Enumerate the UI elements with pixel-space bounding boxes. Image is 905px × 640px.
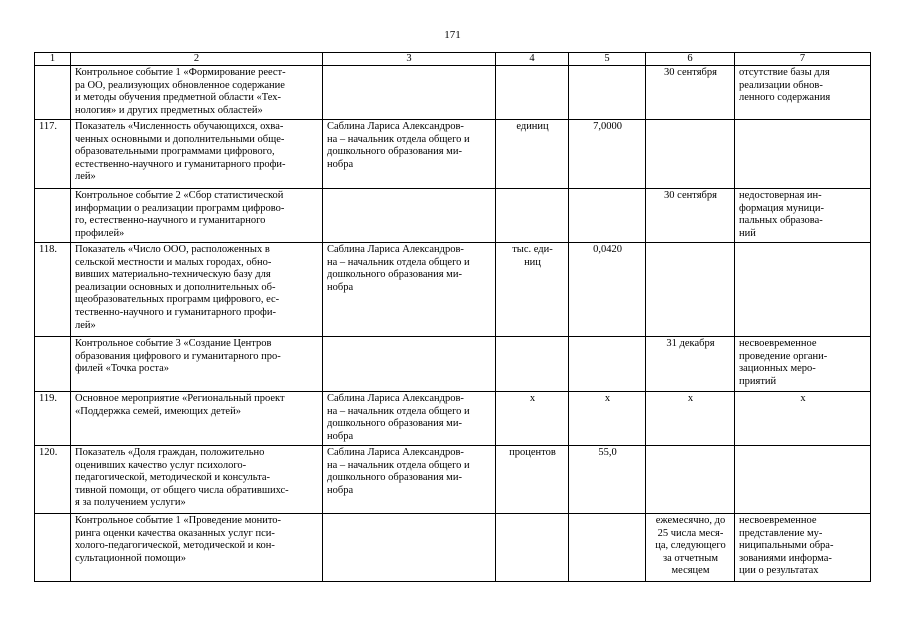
column-header: 7 xyxy=(735,53,871,66)
value-cell xyxy=(569,392,646,446)
text-line: 25 числа меся- xyxy=(657,527,724,539)
responsible-cell xyxy=(323,392,496,446)
text-line: ра ОО, реализующих обновленное содержание xyxy=(75,79,285,91)
risk-cell xyxy=(735,66,871,120)
unit-cell xyxy=(496,446,569,514)
column-header: 4 xyxy=(496,53,569,66)
text-line: сельской местности и малых городах, обно- xyxy=(75,256,272,268)
text-line: ниципальными обра- xyxy=(739,540,834,552)
text-line: лей» xyxy=(75,171,96,183)
risk-cell xyxy=(735,189,871,243)
value-cell xyxy=(569,337,646,392)
responsible-cell xyxy=(323,337,496,392)
text-line: Показатель «Число ООО, расположенных в xyxy=(75,244,270,255)
text-line: холого-педагогической, методической и кон- xyxy=(75,540,275,552)
text-line: Контрольное событие 2 «Сбор статистической xyxy=(75,190,284,201)
description-cell xyxy=(71,514,323,582)
deadline-cell xyxy=(646,66,735,120)
column-number-header-row xyxy=(35,53,871,66)
value-cell xyxy=(569,446,646,514)
text-line: приятий xyxy=(739,375,777,387)
text-line: зованиями информа- xyxy=(739,552,832,564)
text-line: несвоевременное xyxy=(739,515,817,526)
text-line: 7,0000 xyxy=(593,121,622,132)
responsible-cell xyxy=(323,446,496,514)
unit-cell xyxy=(496,120,569,189)
risk-cell xyxy=(735,446,871,514)
description-cell xyxy=(71,66,323,120)
text-line: 0,0420 xyxy=(593,244,622,255)
description-cell xyxy=(71,120,323,189)
text-line: сультационной помощи» xyxy=(75,552,187,564)
deadline-cell xyxy=(646,120,735,189)
table-row xyxy=(35,514,871,582)
deadline-cell xyxy=(646,446,735,514)
page-number: 171 xyxy=(444,29,461,41)
text-line: реализации обнов- xyxy=(739,79,823,91)
row-number-cell xyxy=(35,66,71,120)
table-row xyxy=(35,392,871,446)
text-line: педагогической, методической и консульта- xyxy=(75,472,270,484)
text-line: вивших материально-техническую базу для xyxy=(75,269,271,281)
text-line: Саблина Лариса Александров- xyxy=(327,244,464,255)
risk-cell xyxy=(735,243,871,337)
description-cell xyxy=(71,243,323,337)
risk-cell xyxy=(735,337,871,392)
text-line: тыс. еди- xyxy=(512,244,553,255)
text-line: дошкольного образования ми- xyxy=(327,472,462,484)
deadline-cell xyxy=(646,337,735,392)
text-line: за отчетным xyxy=(663,552,718,564)
responsible-cell xyxy=(323,120,496,189)
value-cell xyxy=(569,120,646,189)
text-line: ции о результатах xyxy=(739,565,819,577)
text-line: проведение органи- xyxy=(739,350,828,362)
text-line: ченных основными и дополнительными обще- xyxy=(75,133,285,145)
text-line: образовательными программами цифрового, xyxy=(75,146,275,158)
text-line: щеобразовательных программ цифрового, ес- xyxy=(75,294,280,306)
row-number-cell: 119. xyxy=(35,392,71,446)
table-row xyxy=(35,337,871,392)
unit-cell xyxy=(496,337,569,392)
text-line: Саблина Лариса Александров- xyxy=(327,121,464,132)
deadline-cell xyxy=(646,514,735,582)
description-cell xyxy=(71,392,323,446)
table-row xyxy=(35,189,871,243)
text-line: 30 сентября xyxy=(664,67,717,78)
text-line: х xyxy=(687,393,694,404)
text-line: естественно-научного и гуманитарного профи- xyxy=(75,158,286,170)
text-line: дошкольного образования ми- xyxy=(327,146,462,158)
text-line: зационных меро- xyxy=(739,363,816,375)
description-cell xyxy=(71,337,323,392)
text-line: представление му- xyxy=(739,527,823,539)
document-table xyxy=(34,52,871,582)
text-line: Контрольное событие 3 «Создание Центров xyxy=(75,338,272,349)
text-line: оценивших качество услуг психолого- xyxy=(75,459,247,471)
text-line: реализации основных и дополнительных об- xyxy=(75,281,276,293)
text-line: лей» xyxy=(75,319,96,331)
unit-cell xyxy=(496,189,569,243)
text-line: Саблина Лариса Александров- xyxy=(327,447,464,458)
text-line: несвоевременное xyxy=(739,338,817,349)
text-line: на – начальник отдела общего и xyxy=(327,405,470,417)
table-row xyxy=(35,446,871,514)
text-line: тественно-научного и гуманитарного профи- xyxy=(75,306,276,318)
text-line: го, естественно-научного и гуманитарного xyxy=(75,215,266,227)
text-line: ринга оценки качества оказанных услуг пси- xyxy=(75,527,275,539)
text-line: пальных образова- xyxy=(739,215,823,227)
text-line: «Поддержка семей, имеющих детей» xyxy=(75,405,241,417)
text-line: процентов xyxy=(509,447,556,458)
text-line: дошкольного образования ми- xyxy=(327,418,462,430)
text-line: нобра xyxy=(327,430,354,442)
text-line: х xyxy=(800,393,806,404)
text-line: Саблина Лариса Александров- xyxy=(327,393,464,404)
value-cell xyxy=(569,66,646,120)
risk-cell xyxy=(735,392,871,446)
text-line: Контрольное событие 1 «Формирование реест- xyxy=(75,67,286,78)
text-line: я за получением услуги» xyxy=(75,497,186,509)
deadline-cell xyxy=(646,392,735,446)
column-header: 5 xyxy=(569,53,646,66)
row-number-cell xyxy=(35,514,71,582)
text-line: ежемесячно, до xyxy=(655,515,726,526)
text-line: х xyxy=(604,393,611,404)
text-line: профилей» xyxy=(75,227,125,239)
text-line: нобра xyxy=(327,281,354,293)
text-line: ца, следующего xyxy=(655,540,726,552)
column-header: 2 xyxy=(71,53,323,66)
unit-cell xyxy=(496,66,569,120)
responsible-cell xyxy=(323,189,496,243)
text-line: тивной помощи, от общего числа обратившихс- xyxy=(75,484,289,496)
unit-cell xyxy=(496,243,569,337)
row-number-cell xyxy=(35,189,71,243)
text-line: х xyxy=(529,393,536,404)
text-line: Показатель «Численность обучающихся, охва- xyxy=(75,121,284,132)
text-line: Контрольное событие 1 «Проведение монито- xyxy=(75,515,282,526)
table-row xyxy=(35,66,871,120)
text-line: на – начальник отдела общего и xyxy=(327,256,470,268)
text-line: на – начальник отдела общего и xyxy=(327,459,470,471)
row-number-cell: 120. xyxy=(35,446,71,514)
row-number-cell: 117. xyxy=(35,120,71,189)
text-line: ленного содержания xyxy=(739,92,831,104)
responsible-cell xyxy=(323,66,496,120)
text-line: 31 декабря xyxy=(666,338,715,349)
text-line: дошкольного образования ми- xyxy=(327,269,462,281)
deadline-cell xyxy=(646,189,735,243)
text-line: и методы обучения предметной области «Тех- xyxy=(75,92,282,104)
text-line: образования цифрового и гуманитарного про- xyxy=(75,350,281,362)
column-header: 6 xyxy=(646,53,735,66)
text-line: недостоверная ин- xyxy=(739,190,822,201)
text-line: на – начальник отдела общего и xyxy=(327,133,470,145)
text-line: ниц xyxy=(524,256,541,268)
column-header: 3 xyxy=(323,53,496,66)
risk-cell xyxy=(735,120,871,189)
responsible-cell xyxy=(323,514,496,582)
text-line: единиц xyxy=(516,121,549,132)
text-line: ний xyxy=(739,227,756,239)
text-line: нология» и других предметных областей» xyxy=(75,104,263,116)
row-number-cell: 118. xyxy=(35,243,71,337)
description-cell xyxy=(71,189,323,243)
risk-cell xyxy=(735,514,871,582)
text-line: филей «Точка роста» xyxy=(75,363,169,375)
value-cell xyxy=(569,514,646,582)
table-row xyxy=(35,243,871,337)
column-header: 1 xyxy=(35,53,71,66)
description-cell xyxy=(71,446,323,514)
unit-cell xyxy=(496,514,569,582)
text-line: отсутствие базы для xyxy=(739,67,830,78)
text-line: месяцем xyxy=(671,565,710,577)
unit-cell xyxy=(496,392,569,446)
text-line: формация муници- xyxy=(739,202,824,214)
text-line: информации о реализации программ цифрово- xyxy=(75,202,285,214)
text-line: нобра xyxy=(327,158,354,170)
text-line: 55,0 xyxy=(598,447,617,458)
text-line: 30 сентября xyxy=(664,190,717,201)
text-line: нобра xyxy=(327,484,354,496)
text-line: Основное мероприятие «Региональный проект xyxy=(75,393,285,404)
row-number-cell xyxy=(35,337,71,392)
value-cell xyxy=(569,243,646,337)
deadline-cell xyxy=(646,243,735,337)
text-line: Показатель «Доля граждан, положительно xyxy=(75,447,265,458)
responsible-cell xyxy=(323,243,496,337)
value-cell xyxy=(569,189,646,243)
table-row xyxy=(35,120,871,189)
